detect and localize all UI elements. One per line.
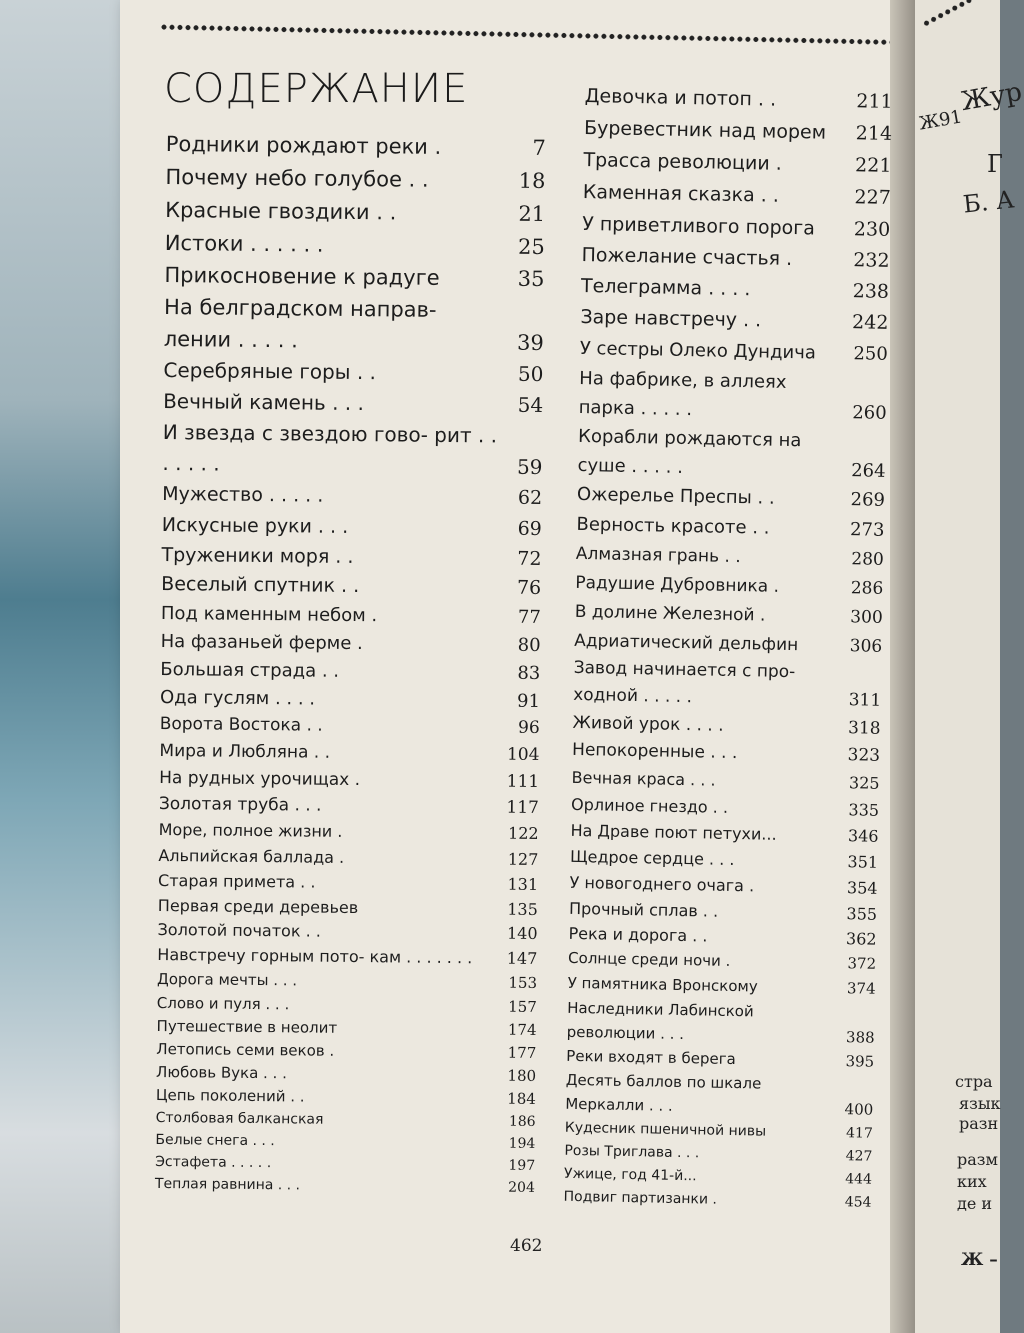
toc-entry-page: 444 — [845, 1171, 873, 1188]
toc-entry-page: 180 — [507, 1066, 537, 1085]
toc-entry-page: 454 — [844, 1194, 872, 1211]
toc-entry — [165, 194, 545, 231]
toc-entry-title: Труженики моря . . — [161, 543, 354, 568]
toc-entry-title: Большая страда . . — [160, 658, 340, 682]
toc-entry-page: 346 — [847, 826, 879, 846]
toc-entry-title: Алмазная грань . . — [575, 543, 741, 568]
toc-entry-title: Реки входят в берега — [566, 1046, 736, 1069]
toc-entry-page: 354 — [846, 878, 878, 898]
toc-entry-title: На фабрике, в аллеях парка . . . . . — [578, 367, 787, 421]
toc-entry-page: 131 — [507, 874, 539, 894]
toc-entry-page: 147 — [506, 948, 538, 968]
next-page-fragment: Ж – — [961, 1250, 998, 1270]
toc-entry — [160, 711, 540, 742]
next-page-fragment: ких — [957, 1172, 987, 1191]
toc-entry — [161, 599, 541, 632]
toc-entry-page: 417 — [845, 1125, 873, 1142]
toc-entry-page: 54 — [517, 392, 544, 417]
toc-entry-title: На фазаньей ферме . — [160, 630, 363, 655]
toc-entry-title: Навстречу горным пото- кам . . . . . . . — [157, 944, 473, 968]
toc-entry-page: 230 — [853, 218, 891, 241]
toc-entry-page: 306 — [849, 636, 883, 657]
toc-entry-title: У новогоднего очага . — [569, 872, 755, 896]
toc-entry-title: Каменная сказка . . — [582, 180, 780, 207]
toc-entry — [155, 1173, 535, 1199]
toc-entry-title: На рудных урочищах . — [159, 767, 361, 791]
page-number: 462 — [510, 1236, 543, 1256]
toc-entry-page: 91 — [517, 690, 541, 712]
toc-entry — [159, 765, 539, 795]
toc-entry-page: 50 — [517, 361, 544, 386]
toc-entry-page: 355 — [846, 904, 878, 924]
toc-entry-title: Вечная краса . . . — [571, 767, 716, 790]
toc-entry-title: Ужице, год 41-й... — [563, 1165, 697, 1185]
toc-entry-page: 7 — [532, 135, 546, 160]
toc-entry-page: 72 — [517, 547, 542, 570]
toc-entry — [162, 479, 542, 514]
next-page-fragment: Жур — [958, 76, 1024, 118]
toc-entry-page: 286 — [850, 578, 884, 599]
toc-entry-title: Непокоренные . . . — [571, 739, 738, 764]
toc-entry-page: 395 — [845, 1052, 875, 1071]
toc-entry-page: 25 — [517, 234, 545, 259]
toc-entry-title: Кудесник пшеничной нивы — [564, 1119, 767, 1140]
toc-entry-page: 264 — [850, 460, 886, 482]
toc-entry-title: У приветливого порога — [582, 212, 816, 240]
toc-entry-page: 69 — [517, 517, 542, 540]
toc-entry — [160, 628, 540, 660]
page-title: СОДЕРЖАНИЕ — [164, 66, 469, 112]
toc-entry-page: 325 — [848, 773, 880, 793]
toc-entry-title: Девочка и потоп . . — [584, 84, 777, 111]
toc-entry-title: Верность красоте . . — [576, 513, 770, 539]
toc-entry-title: Подвиг партизанки . — [563, 1188, 718, 1208]
toc-entry — [159, 791, 539, 821]
toc-entry-title: Старая примета . . — [158, 870, 316, 892]
toc-entry-page: 153 — [508, 973, 538, 992]
toc-entry-title: Под каменным небом . — [160, 602, 378, 627]
toc-entry-page: 204 — [508, 1179, 536, 1196]
toc-entry-page: 374 — [846, 979, 876, 998]
toc-entry-page: 323 — [847, 745, 881, 766]
toc-entry-title: Летопись семи веков . — [156, 1039, 335, 1060]
toc-entry-title: Корабли рождаются на суше . . . . . — [577, 425, 802, 478]
toc-entry-page: 39 — [516, 330, 544, 355]
toc-entry — [577, 422, 886, 486]
toc-entry-title: Буревестник над морем — [583, 116, 827, 144]
toc-entry — [162, 417, 543, 483]
toc-entry-title: Любовь Вука . . . — [156, 1062, 288, 1083]
toc-entry-page: 140 — [506, 923, 538, 943]
toc-entry-page: 269 — [850, 489, 886, 511]
toc-entry-title: Орлиное гнездо . . — [570, 794, 729, 817]
toc-entry-title: Десять баллов по шкале Меркалли . . . — [565, 1070, 762, 1115]
toc-entry-page: 62 — [517, 486, 543, 509]
toc-entry — [161, 540, 541, 574]
toc-entry-page: 227 — [854, 186, 892, 209]
toc-entry-page: 214 — [855, 122, 893, 145]
toc-entry-title: Завод начинается с про- ходной . . . . . — [573, 657, 796, 708]
toc-entry-title: Заре навстречу . . — [580, 305, 762, 332]
next-page-fragment: Ж91 — [917, 106, 964, 135]
toc-entry-page: 186 — [508, 1113, 536, 1130]
toc-entry — [165, 161, 545, 198]
toc-entry-title: И звезда с звездою гово- рит . . . . . . . — [162, 419, 498, 476]
toc-entry-title: Река и дорога . . — [568, 923, 708, 946]
toc-entry-page: 177 — [507, 1043, 537, 1062]
toc-entry-page: 221 — [854, 154, 892, 177]
toc-entry — [165, 227, 545, 263]
toc-entry-page: 18 — [518, 168, 546, 193]
toc-entry-title: На Драве поют петухи... — [570, 820, 777, 844]
toc-entry — [578, 364, 887, 428]
toc-entry — [166, 128, 546, 165]
toc-entry-page: 80 — [517, 634, 541, 656]
toc-entry-title: Альпийская баллада . — [158, 845, 345, 867]
toc-entry — [164, 291, 545, 359]
toc-entry-page: 96 — [517, 717, 540, 738]
next-page-fragment: Б. А — [961, 185, 1016, 219]
next-page-fragment: разм — [957, 1150, 998, 1169]
toc-entry-title: Цепь поколений . . — [155, 1085, 305, 1106]
toc-entry-title: Серебряные горы . . — [163, 357, 377, 385]
toc-entry-page: 300 — [850, 607, 883, 628]
toc-entry-page: 351 — [847, 852, 879, 872]
toc-entry-title: Мужество . . . . . — [162, 482, 324, 507]
toc-entry-page: 157 — [508, 997, 537, 1016]
toc-entry-page: 83 — [517, 662, 541, 684]
toc-entry-page: 400 — [844, 1100, 874, 1119]
toc-entry-title: Розы Триглава . . . — [564, 1142, 700, 1162]
toc-entry-title: Ода гуслям . . . . — [159, 686, 316, 710]
toc-entry-page: 104 — [506, 744, 540, 765]
toc-entry-title: Телеграмма . . . . — [580, 274, 751, 301]
toc-entry-page: 427 — [845, 1148, 873, 1165]
toc-entry-title: Щедрое сердце . . . — [569, 846, 735, 870]
toc-entry-title: Первая среди деревьев — [157, 895, 359, 918]
toc-entry — [160, 656, 540, 688]
toc-entry — [164, 259, 544, 295]
toc-entry-title: Искусные руки . . . — [161, 513, 349, 538]
toc-column-left — [155, 128, 546, 1199]
toc-entry-page: 242 — [851, 311, 889, 334]
toc-entry-page: 21 — [518, 201, 546, 226]
toc-entry-page: 362 — [845, 929, 877, 949]
toc-entry-title: Пожелание счастья . — [581, 243, 793, 271]
toc-entry-page: 76 — [516, 576, 542, 599]
toc-entry-title: Слово и пуля . . . — [156, 993, 290, 1014]
toc-entry-title: Дорога мечты . . . — [156, 969, 298, 990]
toc-entry-page: 335 — [848, 800, 880, 820]
toc-entry-title: Ожерелье Преспы . . — [576, 483, 775, 509]
next-page-fragment: язык — [959, 1094, 1001, 1113]
toc-entry-title: Наследники Лабинской революции . . . — [566, 998, 754, 1044]
toc-entry-title: На белградском направ- лении . . . . . — [163, 294, 437, 353]
toc-entry-title: Почему небо голубое . . — [165, 164, 429, 192]
toc-entry-page: 194 — [508, 1135, 536, 1152]
toc-entry-title: Живой урок . . . . — [572, 712, 724, 736]
toc-entry-page: 388 — [845, 1028, 875, 1047]
toc-entry — [163, 355, 543, 390]
toc-entry-title: Истоки . . . . . . — [164, 230, 324, 257]
toc-entry-title: Золотой початок . . — [157, 919, 321, 941]
toc-entry-title: Вечный камень . . . — [163, 388, 365, 416]
toc-entry — [159, 817, 539, 847]
toc-entry-page: 117 — [506, 797, 540, 818]
toc-entry-title: Прочный сплав . . — [568, 898, 719, 921]
next-page-fragment: разн — [959, 1114, 999, 1133]
toc-entry-title: В долине Железной . — [574, 601, 766, 626]
toc-entry-page: 111 — [506, 771, 540, 792]
toc-entry-title: Золотая труба . . . — [158, 793, 322, 816]
toc-entry-page: 174 — [507, 1020, 537, 1039]
decorative-dot-rule-right — [921, 0, 1005, 29]
toc-entry-page: 318 — [847, 718, 881, 739]
toc-entry-title: Теплая равнина . . . — [154, 1175, 301, 1194]
toc-entry — [565, 1068, 874, 1122]
next-page-fragment: де и — [957, 1194, 993, 1213]
toc-entry-page: 311 — [848, 690, 882, 711]
toc-entry-title: Море, полное жизни . — [158, 819, 343, 841]
toc-entry-title: Мира и Любляна . . — [159, 740, 331, 763]
toc-entry-page: 77 — [517, 606, 542, 628]
toc-entry-page: 135 — [507, 899, 538, 919]
toc-entry-title: Эстафета . . . . . — [155, 1153, 272, 1172]
toc-entry-page: 280 — [851, 549, 885, 570]
toc-entry-title: Столбовая балканская — [155, 1109, 324, 1128]
toc-entry-page: 122 — [507, 823, 539, 843]
toc-entry — [162, 510, 542, 544]
next-page-fragment: Г — [987, 150, 1003, 178]
toc-entry-page: 260 — [852, 402, 887, 424]
toc-entry-page: 197 — [508, 1157, 536, 1174]
next-page — [915, 0, 1024, 1333]
toc-entry-title: Веселый спутник . . — [161, 572, 360, 598]
toc-entry-title: Адриатический дельфин — [574, 630, 799, 656]
toc-entry — [573, 655, 882, 715]
toc-entry-title: Путешествие в неолит — [156, 1016, 338, 1037]
toc-entry-title: Прикосновение к радуге — [164, 262, 440, 290]
toc-entry-title: У сестры Олеко Дундича — [579, 337, 817, 364]
toc-entry — [159, 738, 539, 769]
toc-entry-page: 59 — [516, 454, 543, 479]
toc-entry — [566, 996, 875, 1050]
toc-entry-title: Родники рождают реки . — [165, 131, 442, 159]
toc-entry-title: Ворота Востока . . — [159, 713, 323, 736]
toc-entry-page: 127 — [507, 849, 539, 869]
toc-entry-title: У памятника Вронскому — [567, 973, 758, 996]
toc-entry — [163, 386, 543, 421]
toc-entry-page: 184 — [507, 1089, 536, 1108]
toc-entry-page: 211 — [856, 90, 893, 113]
toc-column-right — [563, 80, 893, 1215]
toc-entry-title: Красные гвоздики . . — [165, 197, 397, 225]
toc-entry-title: Солнце среди ночи . — [567, 948, 731, 970]
toc-entry — [161, 570, 541, 603]
toc-entry-title: Радушие Дубровника . — [575, 572, 780, 597]
next-page-fragment: стра — [955, 1072, 993, 1091]
toc-entry-title: Трасса революции . — [583, 148, 782, 175]
toc-entry-page: 372 — [847, 954, 877, 973]
toc-entry-page: 232 — [853, 249, 890, 272]
toc-entry — [160, 684, 540, 715]
toc-entry-title: Белые снега . . . — [155, 1131, 275, 1150]
toc-entry-page: 250 — [853, 343, 888, 365]
toc-entry-page: 238 — [852, 280, 890, 303]
toc-entry-page: 273 — [849, 519, 885, 541]
toc-entry-page: 35 — [517, 266, 545, 291]
